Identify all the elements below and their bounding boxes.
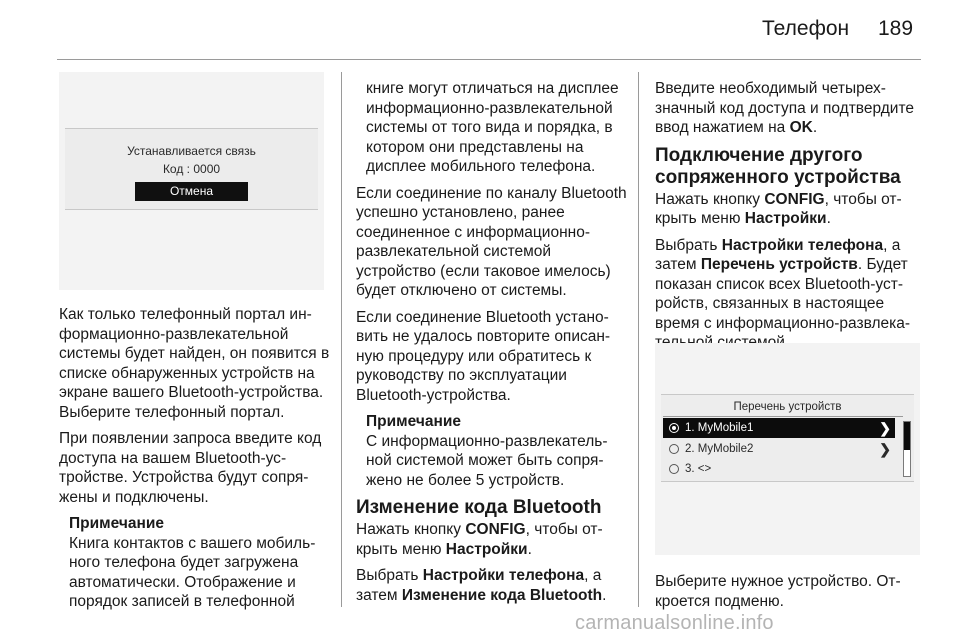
column-divider-2 <box>638 72 639 607</box>
radio-empty-icon <box>669 444 679 454</box>
menu-item-name: Перечень устройств <box>700 256 858 273</box>
note-title: Примечание <box>366 413 461 430</box>
instruction-step: Нажать кнопку CONFIG, чтобы открыть меню Настройки. <box>655 190 902 227</box>
note-title: Примечание <box>69 515 164 532</box>
note-text: С информационно-развлекательной системой может быть сопряжено не более 5 устройств. <box>366 432 608 489</box>
note-block <box>59 514 331 612</box>
menu-name: Настройки телефона <box>721 236 884 254</box>
radio-empty-icon <box>669 464 679 474</box>
device-list-item[interactable] <box>663 439 895 459</box>
page-header-title: Телефон <box>762 17 850 40</box>
note-block <box>356 412 628 490</box>
scrollbar-thumb[interactable] <box>904 422 910 450</box>
title-divider <box>663 416 903 417</box>
menu-item-name: Изменение кода Bluetooth <box>401 586 603 604</box>
pin-code-text: Код : 0000 <box>162 162 221 176</box>
paragraph: Если соединение Bluetooth установить не удалось повторите описанную процедуру или обратитесь к руководству по эксплуатации Bluetooth-устройства. <box>356 308 611 404</box>
column-3-top <box>655 79 925 360</box>
column-1 <box>59 305 331 612</box>
column-divider-1 <box>341 72 342 607</box>
device-list-title: Перечень устройств <box>733 401 842 413</box>
scrollbar[interactable] <box>903 421 911 477</box>
instruction-step: Нажать кнопку CONFIG, чтобы открыть меню Настройки. <box>356 521 603 558</box>
device-name: 3. <> <box>685 463 712 475</box>
key-name: OK <box>789 119 813 136</box>
device-list-figure <box>655 343 920 555</box>
paragraph: Если соединение по каналу Bluetooth успешно установлено, ранее соединенное с информационно-развлекательной системой устройство (если таковое имелось) будет отключено от системы. <box>356 184 627 299</box>
button-name: CONFIG <box>764 190 825 208</box>
device-name: 2. MyMobile2 <box>685 443 754 455</box>
header-divider <box>57 59 921 60</box>
menu-name: Настройки телефона <box>422 567 585 584</box>
device-list-item[interactable] <box>663 418 895 438</box>
watermark-text: carmanualsonline.info <box>575 612 774 634</box>
instruction-step: Выбрать Настройки телефона, а затем Перечень устройств. Будет показан список всех Bluetooth-устройств, связанных в настоящее время с информационно-развлека <box>655 236 911 332</box>
radio-selected-icon <box>669 423 679 433</box>
cancel-button[interactable]: Отмена <box>135 182 248 201</box>
chevron-right-icon: ❯ <box>879 441 891 457</box>
section-heading: Подключение другого сопряженного устройства <box>655 144 901 188</box>
menu-name: Настройки <box>445 540 528 558</box>
chevron-right-icon: ❯ <box>879 420 891 436</box>
paragraph: Введите необходимый четырехзначный код доступа и подтвердите ввод нажатием на OK. <box>655 80 915 136</box>
section-heading: Изменение кода Bluetooth <box>356 497 602 518</box>
device-name: 1. MyMobile1 <box>685 422 754 434</box>
menu-name: Настройки <box>744 210 827 227</box>
paragraph: книге могут отличаться на дисплее информационно-развлекательной системы от того вида и порядка, в котором они представлены на дисплее мобильного телефона. <box>366 80 619 175</box>
column-2 <box>356 79 628 612</box>
device-list-item[interactable] <box>663 459 895 479</box>
paragraph: Выберите нужное устройство. Откроется подменю. <box>655 573 901 610</box>
page-number: 189 <box>878 17 914 40</box>
paragraph: При появлении запроса введите код доступа на вашем Bluetooth-устройстве. Устройства будут сопряжены и подключены. <box>59 430 322 506</box>
paragraph: Как только телефонный портал информационно-развлекательной системы будет найден, он появится в списке обнаруженных устройств на экране вашего Bluetooth-устройства. Выберите телефонный портал. <box>59 306 330 421</box>
instruction-step: Выбрать Настройки телефона, а затем Изменение кода Bluetooth. <box>356 567 607 604</box>
connecting-screen-figure <box>59 72 324 290</box>
connecting-status-text: Устанавливается связь <box>127 144 256 158</box>
button-name: CONFIG <box>465 521 526 538</box>
note-text: Книга контактов с вашего мобильного телефона будет загружена автоматически. Отображение и порядок записей в телефонной <box>69 534 316 610</box>
